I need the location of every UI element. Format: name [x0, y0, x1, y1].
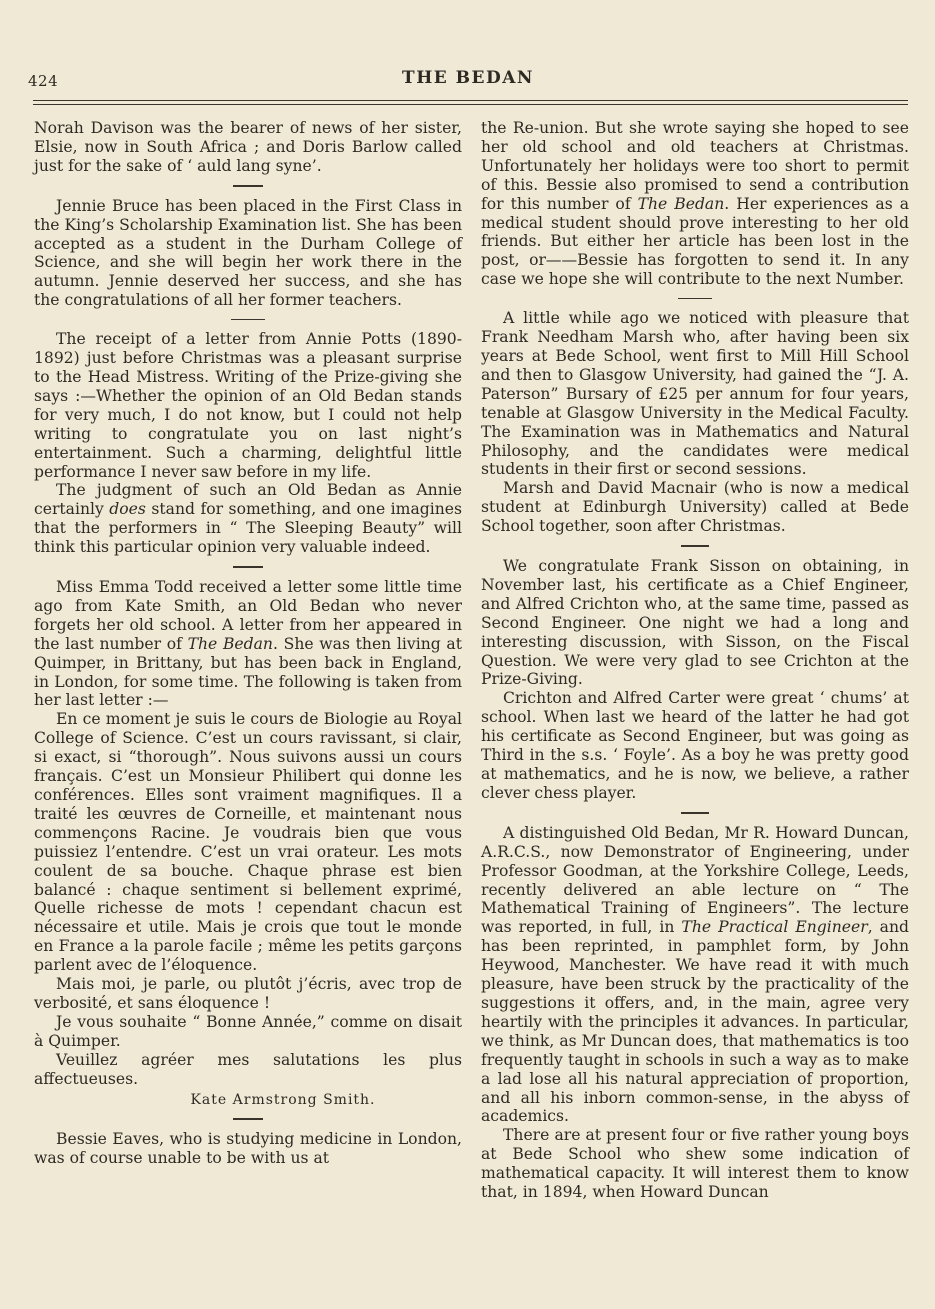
section-separator	[678, 298, 712, 299]
section-separator	[233, 185, 263, 187]
paragraph-potts: The receipt of a letter from Annie Potts (1890-1892) just before Christmas was a pleasant surprise to the Head Mistress. Writing of the Prize-giving she says :—Whether the opinion of an Old Bedan stands for very much, I do not know, but I could not help writing to congratulate you on last night’s entertainment. Such a charming, delightful little performance I never saw before in my life.	[34, 330, 462, 481]
header-rule-top	[33, 100, 908, 101]
paragraph-verbosite: Mais moi, je parle, ou plutôt j’écris, avec trop de verbosité, et sans éloquence !	[34, 975, 462, 1012]
paragraph-todd: Miss Emma Todd received a letter some little time ago from Kate Smith, an Old Bedan who never forgets her old school. A letter from her appeared in the last number of The Bedan. She was then living at Quimper, in Brittany, but has been back in England, in London, for some time. The following is taken from her last letter :—	[34, 578, 462, 710]
paragraph-bruce: Jennie Bruce has been placed in the First Class in the King’s Scholarship Examination list. She has been accepted as a student in the Durham College of Science, and she will begin her work there in the autumn. Jennie deserved her success, and she has the congratulations of all her former teachers.	[34, 196, 462, 310]
right-column	[481, 119, 909, 1202]
paragraph-young-boys: There are at present four or five rather young boys at Bede School who shew some indication of mathematical capacity. It will interest them to know that, in 1894, when Howard Duncan	[481, 1126, 909, 1202]
paragraph-duncan: A distinguished Old Bedan, Mr R. Howard Duncan, A.R.C.S., now Demonstrator of Engineering, under Professor Goodman, at the Yorkshire College, Leeds, recently delivered an able lecture on “ The Mathematical Training of Engineers”. The lecture was reported, in full, in The Practical Engineer, and has been reprinted, in pamphlet form, by John Heywood, Manchester. We have read it with much pleasure, have been struck by the practicality of the suggestions it offers, and, in the main, agree very heartily with the principles it advances. In particular, we think, as Mr Duncan does, that mathematics is too frequently taught in schools in such a way as to make a lad lose all his natural appreciation of proportion, and all his inborn common-sense, in the abyss of academics.	[481, 823, 909, 1126]
paragraph-bonne-annee: Je vous souhaite “ Bonne Année,” comme on disait à Quimper.	[34, 1012, 462, 1050]
running-header	[28, 66, 908, 92]
paragraph-eaves: Bessie Eaves, who is studying medicine in London, was of course unable to be with us at	[34, 1130, 462, 1168]
section-separator	[681, 545, 709, 547]
paragraph-sisson: We congratulate Frank Sisson on obtaining, in November last, his certificate as a Chief Engineer, and Alfred Crichton who, at the same time, passed as Second Engineer. One night we had a long and interesting discussion, with Sisson, on the Fiscal Question. We were very glad to see Crichton at the Prize-Giving.	[481, 557, 909, 689]
paragraph-davison: Norah Davison was the bearer of news of her sister, Elsie, now in South Africa ; and Doris Barlow called just for the sake of ‘ auld lang syne’.	[34, 119, 462, 175]
paragraph-carter: Crichton and Alfred Carter were great ‘ chums’ at school. When last we heard of the latter he had got his certificate as Second Engineer, but was going as Third in the s.s. ‘ Foyle’. As a boy he was pretty good at mathematics, and he is now, we believe, a rather clever chess player.	[481, 689, 909, 802]
paragraph-judgment: The judgment of such an Old Bedan as Annie certainly does stand for something, and one imagines that the performers in “ The Sleeping Beauty” will think this particular opinion very valuable indeed.	[34, 481, 462, 557]
paragraph-french-letter: En ce moment je suis le cours de Biologie au Royal College of Science. C’est un cours ravissant, si clair, si exact, si “thorough”. Nous suivons aussi un cours français. C’est un Monsieur Philibert qui donne les conférences. Elles sont vraiment magnifiques. Il a traité les œuvres de Corneille, et maintenant nous commençons Racine. Je voudrais bien que vous puissiez l’entendre. C’est un vrai orateur. Les mots coulent de sa bouche. Chaque phrase est bien balancé : chaque sentiment si bellement exprimé, Quelle richesse de mots ! cependant chacun est nécessaire et utile. Mais je crois que tout le monde en France a la parole facile ; même les petits garçons parlent avec de l’éloquence.	[34, 710, 462, 975]
section-separator	[233, 566, 263, 568]
left-column	[34, 119, 462, 1168]
section-separator	[233, 1118, 263, 1120]
running-title: THE BEDAN	[402, 68, 534, 88]
paragraph-marsh: A little while ago we noticed with pleasure that Frank Needham Marsh who, after having been six years at Bede School, went first to Mill Hill School and then to Glasgow University, had gained the “J. A. Paterson” Bursary of £25 per annum for four years, tenable at Glasgow University in the Medical Faculty. The Examination was in Mathematics and Natural Philosophy, and the candidates were medical students in their first or second sessions.	[481, 309, 909, 479]
letter-signature: Kate Armstrong Smith.	[190, 1091, 376, 1108]
paragraph-macnair: Marsh and David Macnair (who is now a medical student at Edinburgh University) called at Bede School together, soon after Christmas.	[481, 479, 909, 536]
section-separator	[231, 319, 265, 320]
section-separator	[681, 812, 709, 814]
header-rule-bottom	[33, 104, 908, 105]
page-number: 424	[28, 72, 59, 90]
paragraph-reunion: the Re-union. But she wrote saying she hoped to see her old school and old teachers at Christmas. Unfortunately her holidays were too short to permit of this. Bessie also promised to send a contribution for this number of The Bedan. Her experiences as a medical student should prove interesting to her old friends. But either her article has been lost in the post, or——Bessie has forgotten to send it. In any case we hope she will contribute to the next Number.	[481, 119, 909, 289]
paragraph-salutations: Veuillez agréer mes salutations les plus affectueuses.	[34, 1050, 462, 1088]
